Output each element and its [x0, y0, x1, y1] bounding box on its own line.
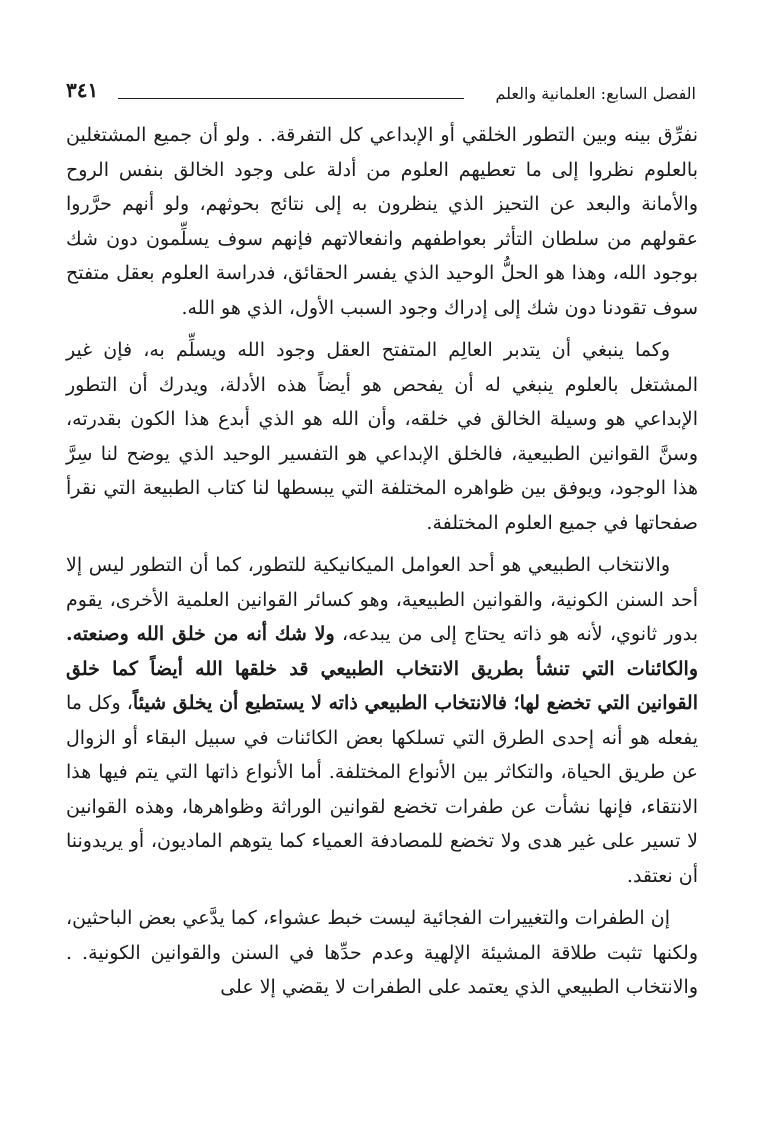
- paragraph-1-text: نفرِّق بينه وبين التطور الخلقي أو الإبداعي كل التفرقة. . ولو أن جميع المشتغلين بالعلوم نظروا إلى ما تعطيهم العلوم من أدلة على وجود الخالق بنفس الروح والأمانة والبعد عن التحيز الذي ينظرون به إلى نتائج بحوثهم، ولو أنهم حرَّروا عقولهم من سلطان التأثر بعواطفهم وانفعالاتهم فإنهم سوف يسلِّمون دون شك بوجود الله، وهذا هو الحلُّ الوحيد الذي يفسر الحقائق، فدراسة العلوم بعقل متفتح سوف تقودنا دون شك إلى إدراك وجود السبب الأول، الذي هو الله.: [66, 124, 698, 319]
- header-rule: [118, 98, 464, 99]
- paragraph-3: [66, 548, 698, 893]
- body-text: [66, 118, 698, 1013]
- paragraph-4-text: إن الطفرات والتغييرات الفجائية ليست خبط عشواء، كما يدَّعي بعض الباحثين، ولكنها تثبت طلاقة المشيئة الإلهية وعدم حدِّها في السنن والقوانين الكونية. . والانتخاب الطبيعي الذي يعتمد على الطفرات لا يقضي إلا على: [66, 907, 698, 998]
- chapter-title: الفصل السابع: العلمانية والعلم: [495, 84, 696, 103]
- paragraph-3-text-a: والانتخاب الطبيعي هو أحد العوامل الميكانيكية للتطور، كما أن التطور ليس إلا أحد السنن الكونية، والقوانين الطبيعية، وهو كسائر القوانين العلمية الأخرى، يقوم بدور ثانوي، لأنه هو ذاته يحتاج إلى من يبدعه،: [66, 554, 698, 645]
- paragraph-2-text: وكما ينبغي أن يتدبر العالِم المتفتح العقل وجود الله ويسلِّم به، فإن غير المشتغل بالعلوم ينبغي له أن يفحص هو أيضاً هذه الأدلة، ويدرك أن التطور الإبداعي هو وسيلة الخالق في خلقه، وأن الله هو الذي أبدع هذا الكون بقدرته، وسنَّ القوانين الطبيعية، فالخلق الإبداعي هو التفسير الوحيد الذي يوضح لنا سِرَّ هذا الوجود، ويوفق بين ظواهره المختلفة التي يبسطها لنا كتاب الطبيعة التي نقرأ صفحاتها في جميع العلوم المختلفة.: [66, 339, 698, 534]
- page-number: ٣٤١: [66, 78, 99, 102]
- paragraph-3-text-b: ، وكل ما يفعله هو أنه إحدى الطرق التي تسلكها بعض الكائنات في سبيل البقاء أو الزوال عن طريق الحياة، والتكاثر بين الأنواع المختلفة. أما الأنواع ذاتها التي يتم فيها هذا الانتقاء، فإنها نشأت عن طفرات تخضع لقوانين الوراثة وظواهرها، وهذه القوانين لا تسير على غير هدى ولا تخضع للمصادفة العمياء كما يتوهم الماديون، أو يريدوننا أن نعتقد.: [66, 692, 698, 887]
- paragraph-4: [66, 901, 698, 1005]
- paragraph-3-bold-text: ولا شك أنه من خلق الله وصنعته. والكائنات التي تنشأ بطريق الانتخاب الطبيعي قد خلقها الله أيضاً كما خلق القوانين التي تخضع لها؛ فالانتخاب الطبيعي ذاته لا يستطيع أن يخلق شيئاً: [66, 623, 698, 714]
- running-header: [66, 76, 696, 106]
- paragraph-1: [66, 118, 698, 325]
- paragraph-2: [66, 333, 698, 540]
